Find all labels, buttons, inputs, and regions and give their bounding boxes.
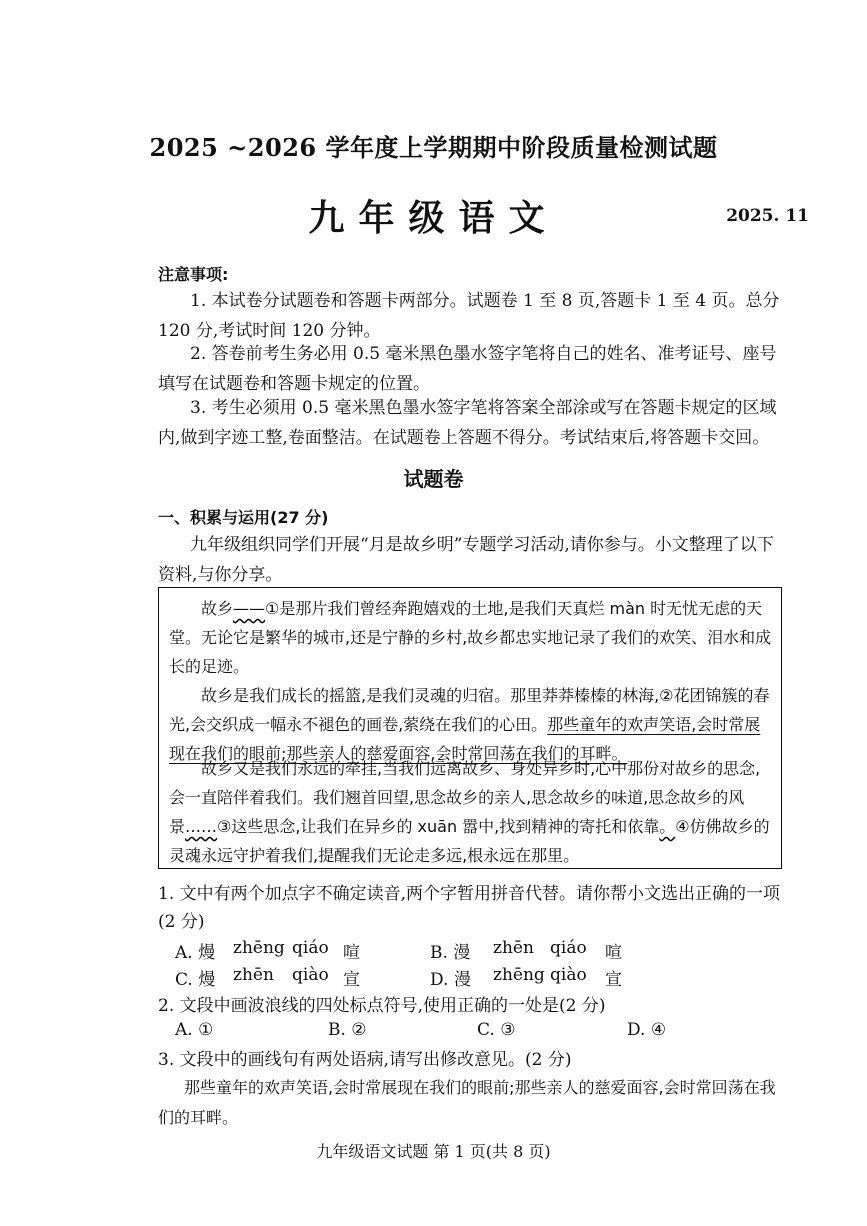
underlined-sentence: 那些童年的欢声笑语,会时常展现在我们的眼前;那些亲人的慈爱面容,会时常回荡在我们的耳畔。 — [169, 715, 761, 763]
passage-text: 故乡 — [201, 599, 234, 618]
option-char: 喧 — [605, 943, 622, 963]
passage-box — [158, 587, 782, 869]
passage-text: ①是那片我们曾经奔跑嬉戏的土地,是我们天真烂 màn 时无忧无虑的天堂。无论它是繁华的城市,还是宁静的乡村,故乡都忠实地记录了我们的欢笑、泪水和成长的足迹。 — [169, 599, 772, 676]
passage-paragraph-3 — [169, 754, 773, 870]
exam-date: 2025. 11 — [726, 206, 809, 226]
page-footer: 九年级语文试题 第 1 页(共 8 页) — [316, 1142, 551, 1161]
option-pinyin-2: qiáo — [550, 938, 587, 958]
question-3-quote: 那些童年的欢声笑语,会时常展现在我们的眼前;那些亲人的慈爱面容,会时常回荡在我们的耳畔。 — [158, 1078, 776, 1127]
option-pinyin-2: qiào — [292, 965, 329, 985]
q2-option-c: C. ③ — [477, 1020, 516, 1040]
passage-text: 故乡又是我们永远的牵挂,当我们远离故乡、身处异乡时,心中那份对故乡的思念,会一直陪伴着我们。我们翘首回望,思念故乡的亲人,思念故乡的味道,思念故乡的风景 — [169, 759, 761, 836]
q1-option-b — [430, 938, 622, 963]
notice-item-2: 2. 答卷前考生务必用 0.5 毫米黑色墨水签字笔将自己的姓名、准考证号、座号填写在试题卷和答题卡规定的位置。 — [158, 344, 777, 394]
option-pinyin-2: qiào — [550, 965, 587, 985]
q2-option-a: A. ① — [175, 1020, 214, 1040]
option-label: D. 漫 — [430, 970, 471, 990]
question-2-stem: 2. 文段中画波浪线的四处标点符号,使用正确的一处是(2 分) — [158, 996, 606, 1016]
wavy-mark-4: 。 — [659, 817, 676, 836]
option-pinyin-1: zhēng — [493, 965, 545, 985]
section-title: 试题卷 — [403, 467, 464, 491]
option-pinyin-1: zhēng — [233, 938, 285, 958]
q2-option-d: D. ④ — [627, 1020, 667, 1040]
part1-heading: 一、积累与运用(27 分) — [158, 508, 329, 527]
option-pinyin-1: zhēn — [493, 938, 534, 958]
q1-option-d — [430, 965, 622, 990]
subject-title: 九年级语文 — [308, 197, 559, 239]
part1-intro: 九年级组织同学们开展“月是故乡明”专题学习活动,请你参与。小文整理了以下资料,与你分享。 — [158, 535, 774, 585]
option-label: B. 漫 — [430, 943, 471, 963]
passage-text: 故乡是我们成长的摇篮,是我们灵魂的归宿。那里莽莽榛榛的林海,②花团锦簇的春光,会交织成一幅永不褪色的画卷,萦绕在我们的心田。 — [169, 686, 770, 734]
q2-option-b: B. ② — [328, 1020, 367, 1040]
passage-text: ③这些思念,让我们在异乡的 xuān 嚣中,找到精神的寄托和依靠 — [217, 817, 660, 836]
exam-title: 2025 ~2026 学年度上学期期中阶段质量检测试题 — [149, 133, 718, 162]
option-char: 喧 — [343, 943, 360, 963]
option-char: 宣 — [343, 970, 360, 990]
question-3-stem: 3. 文段中的画线句有两处语病,请写出修改意见。(2 分) — [158, 1050, 572, 1070]
option-pinyin-1: zhēn — [233, 965, 274, 985]
passage-paragraph-1 — [169, 594, 773, 681]
option-pinyin-2: qiáo — [292, 938, 329, 958]
question-1-stem: 1. 文中有两个加点字不确定读音,两个字暂用拼音代替。请你帮小文选出正确的一项(2 分) — [158, 884, 781, 932]
q1-option-c — [175, 965, 360, 990]
notice-heading: 注意事项: — [158, 265, 229, 284]
notice-item-1: 1. 本试卷分试题卷和答题卡两部分。试题卷 1 至 8 页,答题卡 1 至 4 页。总分 120 分,考试时间 120 分钟。 — [158, 291, 780, 341]
wavy-mark-2: …… — [185, 817, 218, 836]
option-label: C. 熳 — [175, 970, 216, 990]
passage-text: ④仿佛故乡的灵魂永远守护着我们,提醒我们无论走多远,根永远在那里。 — [169, 817, 770, 865]
notice-item-3: 3. 考生必须用 0.5 毫米黑色墨水签字笔将答案全部涂或写在答题卡规定的区域内,做到字迹工整,卷面整洁。在试题卷上答题不得分。考试结束后,将答题卡交回。 — [158, 398, 777, 448]
option-label: A. 熳 — [175, 943, 216, 963]
wavy-mark-1: —— — [233, 599, 266, 618]
option-char: 宣 — [605, 970, 622, 990]
q1-option-a — [175, 938, 360, 963]
